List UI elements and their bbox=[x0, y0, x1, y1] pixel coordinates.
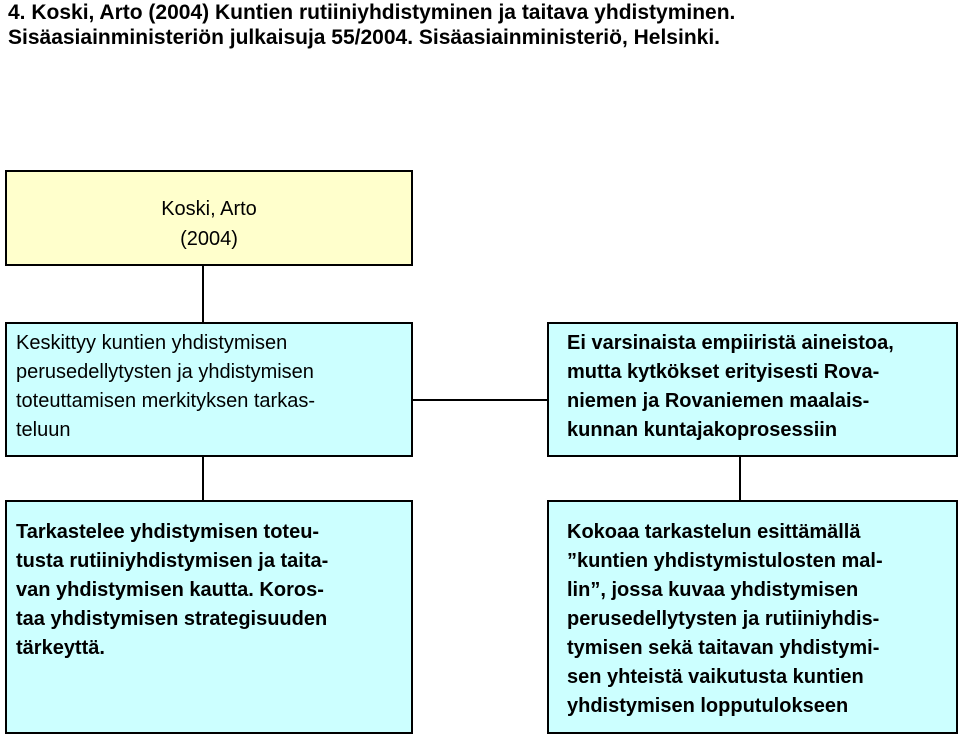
author-box-line: Koski, Arto bbox=[161, 198, 257, 220]
author-box-line: (2004) bbox=[180, 228, 238, 250]
focus-box bbox=[5, 322, 413, 457]
examines-box-line: Tarkastelee yhdistymisen toteu- bbox=[16, 521, 320, 543]
data-box-line: niemen ja Rovaniemen maalais- bbox=[567, 390, 870, 412]
focus-box-line: perusedellytysten ja yhdistymisen bbox=[16, 361, 314, 383]
summary-box-line: tymisen sekä taitavan yhdistymi- bbox=[567, 637, 880, 659]
focus-box-line: toteuttamisen merkityksen tarkas- bbox=[16, 390, 315, 412]
summary-box-line: yhdistymisen lopputulokseen bbox=[567, 695, 849, 717]
summary-box-line: ”kuntien yhdistymistulosten mal- bbox=[567, 550, 883, 572]
data-box-line: mutta kytkökset erityisesti Rova- bbox=[567, 361, 880, 383]
examines-box-line: tusta rutiiniyhdistymisen ja taita- bbox=[16, 550, 329, 572]
data-box-line: Ei varsinaista empiiristä aineistoa, bbox=[567, 332, 894, 354]
examines-box-line: tärkeyttä. bbox=[16, 637, 105, 659]
focus-box-line: teluun bbox=[16, 419, 71, 441]
author-box bbox=[5, 170, 413, 266]
examines-box bbox=[5, 500, 413, 734]
heading-line-2: Sisäasiainministeriön julkaisuja 55/2004. Sisäasiainministeriö, Helsinki. bbox=[8, 26, 721, 49]
summary-box-line: perusedellytysten ja rutiiniyhdis- bbox=[567, 608, 880, 630]
document-heading bbox=[8, 0, 948, 50]
data-box-line: kunnan kuntajakoprosessiin bbox=[567, 419, 838, 441]
summary-box bbox=[547, 500, 958, 734]
examines-box-line: taa yhdistymisen strategisuuden bbox=[16, 608, 328, 630]
summary-box-line: sen yhteistä vaikutusta kuntien bbox=[567, 666, 864, 688]
summary-box-line: lin”, jossa kuvaa yhdistymisen bbox=[567, 579, 859, 601]
data-box bbox=[547, 322, 958, 457]
examines-box-line: van yhdistymisen kautta. Koros- bbox=[16, 579, 324, 601]
focus-box-line: Keskittyy kuntien yhdistymisen bbox=[16, 332, 288, 354]
heading-line-1: 4. Koski, Arto (2004) Kuntien rutiiniyhdistyminen ja taitava yhdistyminen. bbox=[8, 1, 736, 24]
summary-box-line: Kokoaa tarkastelun esittämällä bbox=[567, 521, 861, 543]
